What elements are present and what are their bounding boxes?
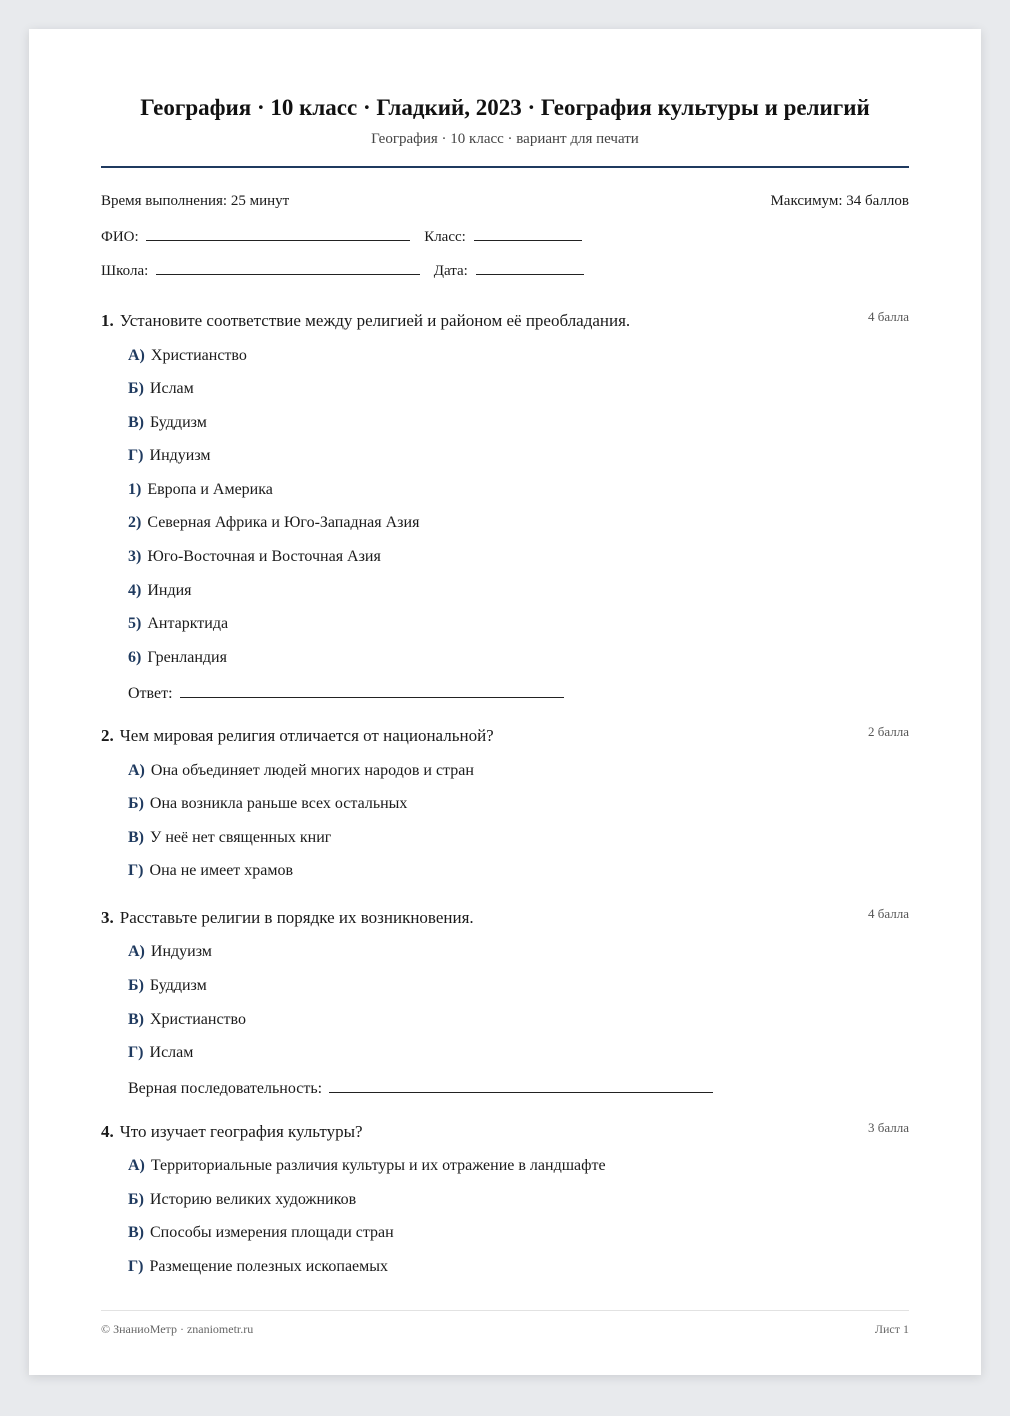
option-label: Г) — [128, 447, 144, 464]
option-text: Северная Африка и Юго-Западная Азия — [147, 514, 420, 531]
question-text: Чем мировая религия отличается от национальной? — [119, 726, 494, 745]
question-header — [101, 726, 909, 746]
option-item[interactable] — [128, 1157, 606, 1175]
option-text: Буддизм — [150, 414, 207, 431]
sequence-answer-row — [128, 1078, 713, 1098]
option-item[interactable] — [128, 943, 212, 961]
question-number: 1. — [101, 311, 114, 330]
option-item[interactable] — [128, 481, 273, 499]
option-label: В) — [128, 1224, 144, 1241]
option-item[interactable] — [128, 829, 331, 847]
header-divider — [101, 166, 909, 168]
option-item[interactable] — [128, 615, 228, 633]
answer-row — [128, 683, 564, 703]
option-text: Она возникла раньше всех остальных — [149, 795, 408, 812]
option-label: А) — [128, 347, 145, 364]
answer-label: Верная последовательность: — [128, 1080, 323, 1097]
option-label: В) — [128, 414, 144, 431]
option-label: Г) — [128, 1044, 144, 1061]
option-label: Г) — [128, 862, 144, 879]
fio-field[interactable] — [146, 226, 410, 241]
option-text: Историю великих художников — [149, 1191, 357, 1208]
option-item[interactable] — [128, 1258, 388, 1276]
option-text: Буддизм — [149, 977, 207, 994]
footer-page-number: Лист 1 — [874, 1322, 909, 1336]
option-item[interactable] — [128, 762, 474, 780]
option-item[interactable] — [128, 1191, 356, 1209]
option-item[interactable] — [128, 795, 407, 813]
option-text: Европа и Америка — [147, 481, 273, 498]
option-item[interactable] — [128, 862, 293, 880]
option-item[interactable] — [128, 1224, 394, 1242]
option-text: Индия — [147, 582, 192, 599]
date-label: Дата: — [433, 263, 468, 279]
answer-label: Ответ: — [128, 685, 173, 702]
date-field[interactable] — [476, 260, 584, 275]
option-label: А) — [128, 762, 145, 779]
option-item[interactable] — [128, 1011, 246, 1029]
option-text: У неё нет священных книг — [150, 829, 332, 846]
question-number: 4. — [101, 1122, 114, 1141]
option-label: 4) — [128, 582, 142, 599]
option-item[interactable] — [128, 582, 192, 600]
option-text: Ислам — [149, 1044, 194, 1061]
option-label: В) — [128, 829, 144, 846]
option-text: Территориальные различия культуры и их отражение в ландшафте — [150, 1157, 606, 1174]
option-item[interactable] — [128, 347, 247, 365]
page-title: География · 10 класс · Гладкий, 2023 · География культуры и религий — [140, 95, 870, 120]
option-text: Юго-Восточная и Восточная Азия — [147, 548, 381, 565]
worksheet-page — [29, 29, 981, 1375]
school-field[interactable] — [156, 260, 420, 275]
option-label: 5) — [128, 615, 142, 632]
school-date-row — [101, 260, 909, 280]
option-text: Антарктида — [147, 615, 229, 632]
question-3 — [101, 908, 909, 928]
footer-copyright: © ЗнаниоМетр · znaniometr.ru — [101, 1322, 254, 1336]
option-label: Б) — [128, 795, 144, 812]
answer-field[interactable] — [329, 1078, 713, 1093]
option-text: Ислам — [149, 380, 194, 397]
option-text: Индуизм — [149, 447, 211, 464]
question-text: Установите соответствие между религией и районом её преобладания. — [119, 311, 631, 330]
question-2 — [101, 726, 909, 746]
school-label: Школа: — [101, 263, 149, 279]
option-label: Б) — [128, 977, 144, 994]
question-number: 3. — [101, 908, 114, 927]
option-text: Способы измерения площади стран — [150, 1224, 394, 1241]
option-label: 1) — [128, 481, 142, 498]
time-limit: Время выполнения: 25 минут — [101, 193, 290, 209]
question-number: 2. — [101, 726, 114, 745]
option-label: 3) — [128, 548, 142, 565]
footer-divider — [101, 1310, 909, 1311]
option-item[interactable] — [128, 548, 381, 566]
meta-row — [101, 193, 909, 210]
question-header — [101, 1122, 909, 1142]
max-score: Максимум: 34 баллов — [770, 193, 909, 209]
option-label: Б) — [128, 1191, 144, 1208]
option-label: Б) — [128, 380, 144, 397]
option-item[interactable] — [128, 414, 207, 432]
question-points: 4 балла — [868, 309, 909, 324]
option-text: Христианство — [150, 1011, 246, 1028]
question-points: 2 балла — [868, 724, 909, 739]
answer-field[interactable] — [180, 683, 564, 698]
question-text: Расставьте религии в порядке их возникновения. — [119, 908, 474, 927]
option-label: 6) — [128, 649, 142, 666]
option-label: 2) — [128, 514, 142, 531]
option-label: Г) — [128, 1258, 144, 1275]
class-field[interactable] — [474, 226, 582, 241]
option-text: Гренландия — [147, 649, 227, 666]
question-1 — [101, 311, 909, 331]
option-text: Индуизм — [150, 943, 212, 960]
option-item[interactable] — [128, 649, 227, 667]
option-item[interactable] — [128, 447, 211, 465]
option-item[interactable] — [128, 380, 194, 398]
option-text: Она не имеет храмов — [149, 862, 294, 879]
question-header — [101, 908, 909, 928]
question-text: Что изучает география культуры? — [119, 1122, 363, 1141]
page-footer — [101, 1322, 909, 1337]
page-content — [101, 29, 909, 1375]
option-label: А) — [128, 943, 145, 960]
option-text: Христианство — [150, 347, 247, 364]
class-label: Класс: — [424, 229, 466, 245]
option-item[interactable] — [128, 977, 207, 995]
question-points: 3 балла — [868, 1120, 909, 1135]
option-text: Она объединяет людей многих народов и стран — [150, 762, 474, 779]
page-subtitle: География · 10 класс · вариант для печати — [371, 131, 639, 147]
option-text: Размещение полезных ископаемых — [149, 1258, 389, 1275]
option-item[interactable] — [128, 514, 419, 532]
fio-label: ФИО: — [101, 229, 139, 245]
question-header — [101, 311, 909, 331]
question-4 — [101, 1122, 909, 1142]
option-label: В) — [128, 1011, 144, 1028]
question-points: 4 балла — [868, 906, 909, 921]
name-class-row — [101, 226, 909, 246]
option-label: А) — [128, 1157, 145, 1174]
option-item[interactable] — [128, 1044, 193, 1062]
